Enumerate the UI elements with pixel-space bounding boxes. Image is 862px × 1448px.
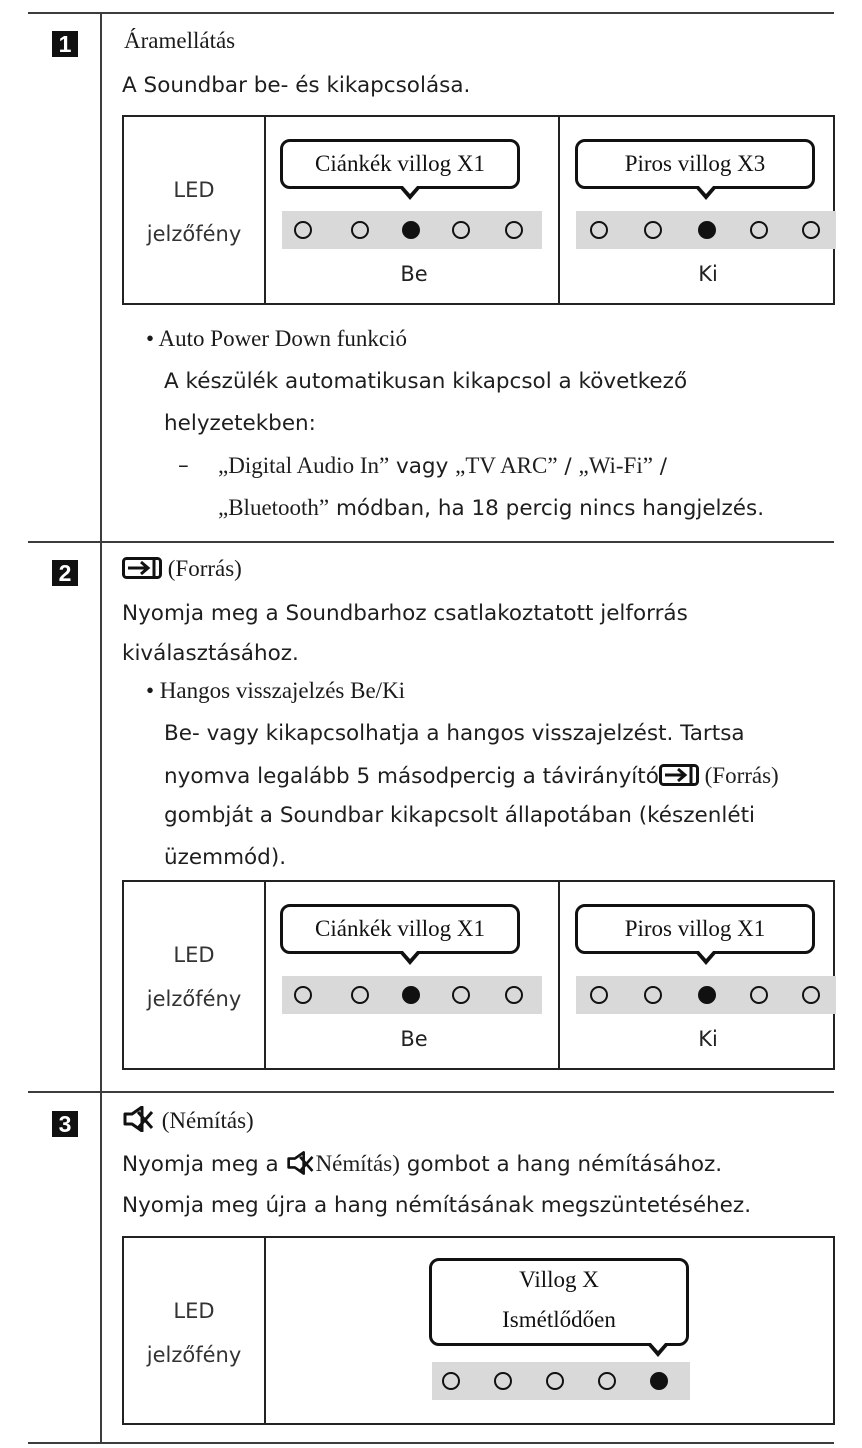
led-label-cell — [124, 1238, 266, 1423]
led-1 — [590, 221, 608, 239]
mute-speaker-icon — [122, 1106, 156, 1138]
led-2 — [351, 221, 369, 239]
led-1 — [442, 1372, 460, 1390]
bubble-tail-inner — [698, 950, 714, 959]
led-1 — [590, 986, 608, 1004]
power-description: A Soundbar be- és kikapcsolása. — [122, 73, 471, 98]
top-rule — [28, 12, 834, 14]
voice-feedback-text-2 — [164, 756, 779, 800]
led-4 — [452, 221, 470, 239]
led-table-source — [122, 880, 835, 1070]
led-column-divider — [558, 117, 560, 303]
led-5-lit — [650, 1372, 668, 1390]
led-column-divider — [558, 882, 560, 1068]
source-input-icon — [122, 557, 162, 585]
bluetooth-label: „Bluetooth” — [218, 495, 330, 520]
mute-desc-1a: Nyomja meg a — [122, 1152, 286, 1177]
led-5 — [802, 221, 820, 239]
led-1 — [294, 986, 312, 1004]
mute-desc-1b: Némítás) — [315, 1151, 400, 1176]
led-4 — [452, 986, 470, 1004]
led-3-lit — [698, 221, 716, 239]
section-number-2: 2 — [52, 560, 78, 586]
led-1 — [294, 221, 312, 239]
source-title-text: (Forrás) — [167, 556, 242, 581]
led-bubble-blink — [429, 1258, 689, 1346]
auto-power-down-text-2: helyzetekben: — [164, 411, 316, 436]
source-input-icon — [659, 760, 699, 800]
led-label-cell — [124, 117, 266, 303]
led-2 — [351, 986, 369, 1004]
mute-desc-1c: gombot a hang némításához. — [399, 1152, 723, 1177]
led-4 — [750, 221, 768, 239]
separator: / — [557, 454, 579, 479]
voice-feedback-heading: • Hangos visszajelzés Be/Ki — [146, 678, 406, 703]
led-state-off: Ki — [698, 1027, 718, 1051]
voice-feedback-text-2b: (Forrás) — [698, 763, 779, 788]
led-label-line1: LED — [173, 1299, 215, 1323]
mute-description-2: Nyomja meg újra a hang némításának megszüntetéséhez. — [122, 1193, 752, 1218]
led-5 — [505, 221, 523, 239]
connector: vagy — [389, 454, 456, 479]
bubble-tail-inner — [698, 185, 714, 194]
led-5 — [802, 986, 820, 1004]
led-bubble-on: Ciánkék villog X1 — [280, 904, 520, 954]
voice-feedback-text-3: gombját a Soundbar kikapcsolt állapotában (készenléti — [164, 803, 755, 828]
bubble-tail-inner — [402, 185, 418, 194]
source-description-2: kiválasztásához. — [122, 641, 299, 666]
voice-feedback-text-2a: nyomva legalább 5 másodpercig a távirányító — [164, 764, 659, 789]
led-3 — [546, 1372, 564, 1390]
led-4 — [598, 1372, 616, 1390]
sub-item-line-2 — [218, 488, 764, 529]
led-table-mute — [122, 1236, 835, 1425]
led-2 — [644, 221, 662, 239]
mute-description-1 — [122, 1144, 722, 1189]
mute-title-text: (Némítás) — [161, 1108, 254, 1133]
wifi-label: „Wi-Fi” — [578, 453, 653, 478]
section-number-1: 1 — [52, 31, 78, 57]
led-bubble-on: Ciánkék villog X1 — [280, 139, 520, 189]
section-divider-1 — [28, 541, 834, 543]
led-bubble-off: Piros villog X1 — [575, 904, 815, 954]
auto-power-down-text-1: A készülék automatikusan kikapcsol a következő — [164, 369, 688, 394]
sub-item-rest: módban, ha 18 percig nincs hangjelzés. — [329, 496, 765, 521]
voice-feedback-text-1: Be- vagy kikapcsolhatja a hangos visszajelzést. Tartsa — [164, 721, 745, 746]
led-state-on: Be — [400, 1027, 428, 1051]
led-label-line1: LED — [173, 178, 215, 202]
led-label-line1: LED — [173, 943, 215, 967]
led-label-line2: jelzőfény — [146, 1343, 242, 1367]
led-state-on: Be — [400, 262, 428, 286]
auto-power-down-heading: • Auto Power Down funkció — [146, 326, 408, 351]
bubble-tail-inner — [650, 1342, 666, 1351]
led-2 — [644, 986, 662, 1004]
led-5 — [505, 986, 523, 1004]
voice-feedback-text-4: üzemmód). — [164, 845, 287, 870]
bottom-rule — [28, 1442, 834, 1444]
led-3-lit — [402, 221, 420, 239]
led-table-power — [122, 115, 835, 305]
led-label-line2: jelzőfény — [146, 987, 242, 1011]
source-description-1: Nyomja meg a Soundbarhoz csatlakoztatott jelforrás — [122, 601, 688, 626]
tv-arc-label: „TV ARC” — [455, 453, 558, 478]
led-bubble-off: Piros villog X3 — [575, 139, 815, 189]
source-title — [122, 556, 242, 585]
section-number-3: 3 — [52, 1111, 78, 1137]
led-4 — [750, 986, 768, 1004]
sub-item-line-1 — [218, 446, 667, 487]
power-title: Áramellátás — [124, 28, 236, 53]
led-3-lit — [698, 986, 716, 1004]
led-label-cell — [124, 882, 266, 1068]
sub-item-dash: – — [178, 453, 189, 478]
led-2 — [494, 1372, 512, 1390]
separator: / — [652, 454, 668, 479]
led-label-line2: jelzőfény — [146, 222, 242, 246]
bubble-line-1: Villog X — [519, 1267, 599, 1292]
mute-title — [122, 1106, 254, 1138]
led-3-lit — [402, 986, 420, 1004]
column-divider — [100, 12, 102, 1442]
mute-speaker-icon — [286, 1149, 316, 1189]
bubble-tail-inner — [402, 950, 418, 959]
section-divider-2 — [28, 1091, 834, 1093]
led-state-off: Ki — [698, 262, 718, 286]
digital-audio-in-label: „Digital Audio In” — [218, 453, 390, 478]
bubble-line-2: Ismétlődően — [502, 1307, 616, 1332]
